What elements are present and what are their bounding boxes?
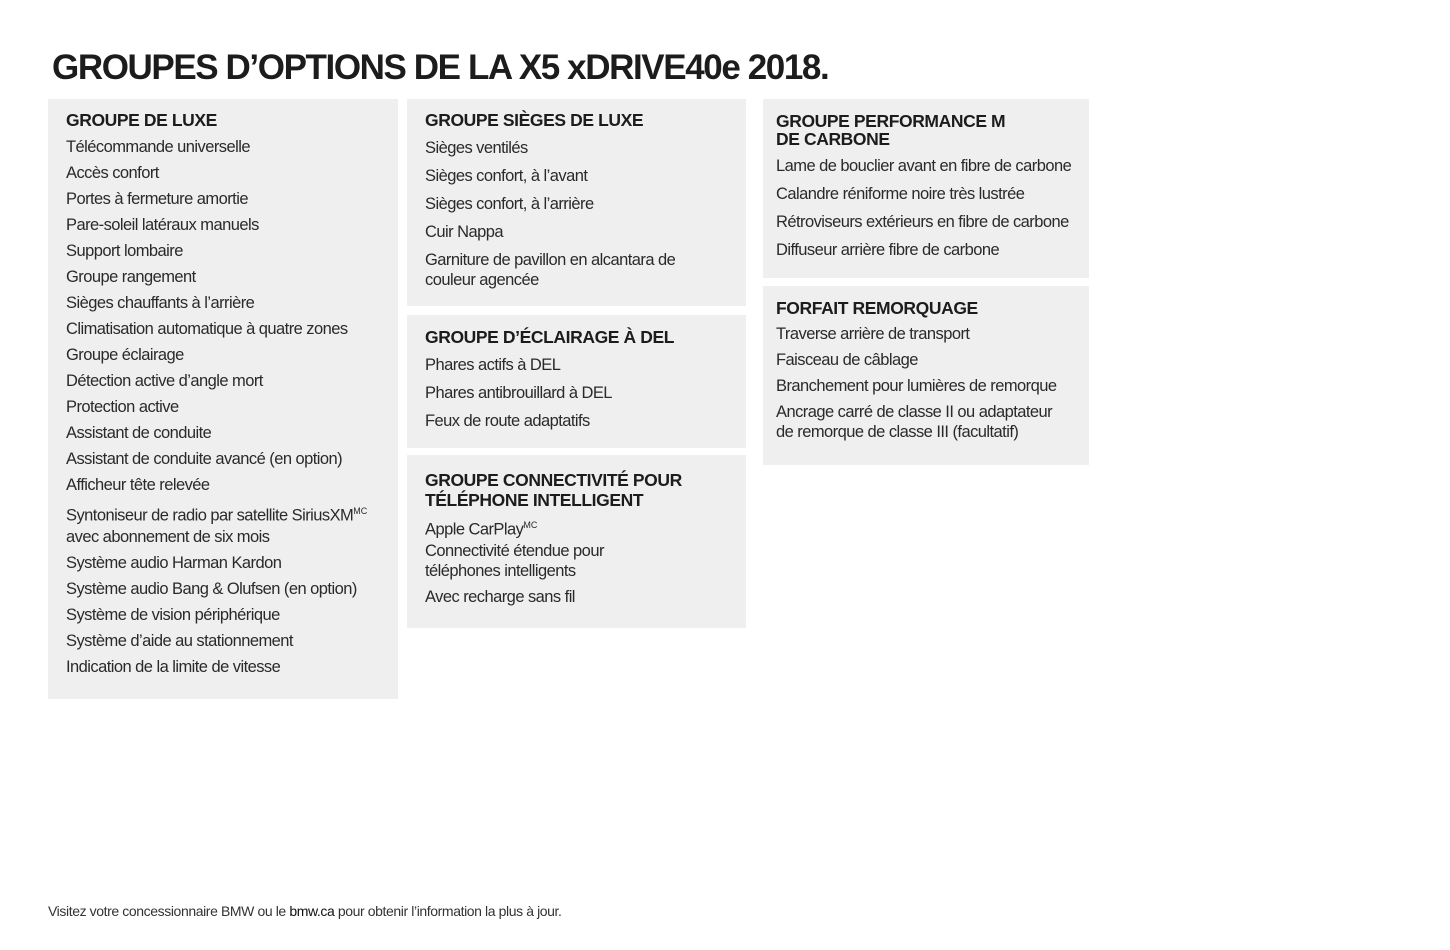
list-item: Sièges confort, à l’arrière	[425, 195, 594, 213]
list-item: Phares antibrouillard à DEL	[425, 384, 612, 402]
towing-package-panel	[763, 286, 1089, 465]
list-item: Garniture de pavillon en alcantara de couleur agencée	[425, 251, 676, 289]
footer-note	[48, 903, 562, 919]
list-item: Afficheur tête relevée	[66, 476, 210, 494]
smartphone-connectivity-title	[425, 455, 736, 510]
list-item: Détection active d’angle mort	[66, 372, 263, 390]
m-carbon-performance-title	[776, 99, 1079, 148]
list-item: Assistant de conduite avancé (en option)	[66, 450, 343, 468]
list-item: Connectivité étendue pour téléphones intelligents	[425, 542, 604, 580]
luxury-seats-title: GROUPE SIÈGES DE LUXE	[425, 110, 644, 130]
luxury-group-panel	[48, 99, 398, 699]
trademark-mark: MC	[523, 520, 538, 530]
list-item: Système d’aide au stationnement	[66, 632, 293, 650]
list-item: Portes à fermeture amortie	[66, 190, 248, 208]
led-lighting-list	[425, 355, 736, 439]
title-line: TÉLÉPHONE INTELLIGENT	[425, 490, 644, 510]
bmw-site-link[interactable]: bmw.ca	[289, 903, 335, 919]
list-item: Accès confort	[66, 164, 159, 182]
luxury-seats-panel	[407, 99, 746, 306]
title-line: GROUPE PERFORMANCE M	[776, 111, 1006, 131]
page-title: GROUPES D’OPTIONS DE LA X5 xDRIVE40e 2018.	[52, 48, 829, 87]
list-item: Feux de route adaptatifs	[425, 412, 590, 430]
list-item: Groupe rangement	[66, 268, 196, 286]
list-item: Support lombaire	[66, 242, 183, 260]
smartphone-connectivity-panel	[407, 455, 746, 628]
list-item: Assistant de conduite	[66, 424, 212, 442]
carplay-label: Apple CarPlay	[425, 520, 524, 539]
list-item: Traverse arrière de transport	[776, 325, 970, 343]
list-item: Avec recharge sans fil	[425, 588, 575, 606]
list-item: Diffuseur arrière fibre de carbone	[776, 241, 1000, 259]
m-carbon-performance-panel	[763, 99, 1089, 278]
list-item: Système de vision périphérique	[66, 606, 280, 624]
led-lighting-title: GROUPE D’ÉCLAIRAGE À DEL	[425, 327, 675, 347]
list-item: Sièges ventilés	[425, 139, 528, 157]
list-item: Faisceau de câblage	[776, 351, 918, 369]
list-item: Télécommande universelle	[66, 138, 250, 156]
list-item: Protection active	[66, 398, 179, 416]
led-lighting-panel	[407, 315, 746, 448]
list-item: Système audio Harman Kardon	[66, 554, 282, 572]
list-item: Phares actifs à DEL	[425, 356, 561, 374]
list-item-carplay	[425, 515, 736, 541]
luxury-group-list	[66, 137, 388, 683]
list-item: Cuir Nappa	[425, 223, 503, 241]
list-item-sirius	[66, 501, 388, 527]
list-item: Indication de la limite de vitesse	[66, 658, 281, 676]
luxury-group-title: GROUPE DE LUXE	[66, 110, 217, 130]
list-item: Branchement pour lumières de remorque	[776, 377, 1057, 395]
list-item: Rétroviseurs extérieurs en fibre de carbone	[776, 213, 1069, 231]
smartphone-connectivity-list	[425, 515, 736, 613]
towing-package-list	[776, 324, 1079, 442]
list-item: Lame de bouclier avant en fibre de carbone	[776, 157, 1072, 175]
towing-package-title: FORFAIT REMORQUAGE	[776, 298, 978, 318]
list-item: Groupe éclairage	[66, 346, 184, 364]
footer-text: Visitez votre concessionnaire BMW ou le	[48, 903, 290, 919]
luxury-seats-list	[425, 138, 736, 290]
footer-text: pour obtenir l’information la plus à jour.	[334, 903, 562, 919]
title-line: GROUPE CONNECTIVITÉ POUR	[425, 470, 682, 490]
list-item: Climatisation automatique à quatre zones	[66, 320, 348, 338]
list-item: Sièges chauffants à l’arrière	[66, 294, 255, 312]
list-item: avec abonnement de six mois	[66, 528, 270, 546]
trademark-mark: MC	[353, 506, 368, 516]
list-item: Ancrage carré de classe II ou adaptateur de remorque de classe III (facultatif)	[776, 403, 1053, 441]
list-item: Système audio Bang & Olufsen (en option)	[66, 580, 357, 598]
list-item: Pare-soleil latéraux manuels	[66, 216, 259, 234]
list-item: Calandre réniforme noire très lustrée	[776, 185, 1025, 203]
title-line: DE CARBONE	[776, 129, 890, 149]
list-item: Sièges confort, à l’avant	[425, 167, 588, 185]
m-carbon-performance-list	[776, 156, 1079, 268]
sirius-label: Syntoniseur de radio par satellite SiriusXM	[66, 506, 354, 525]
